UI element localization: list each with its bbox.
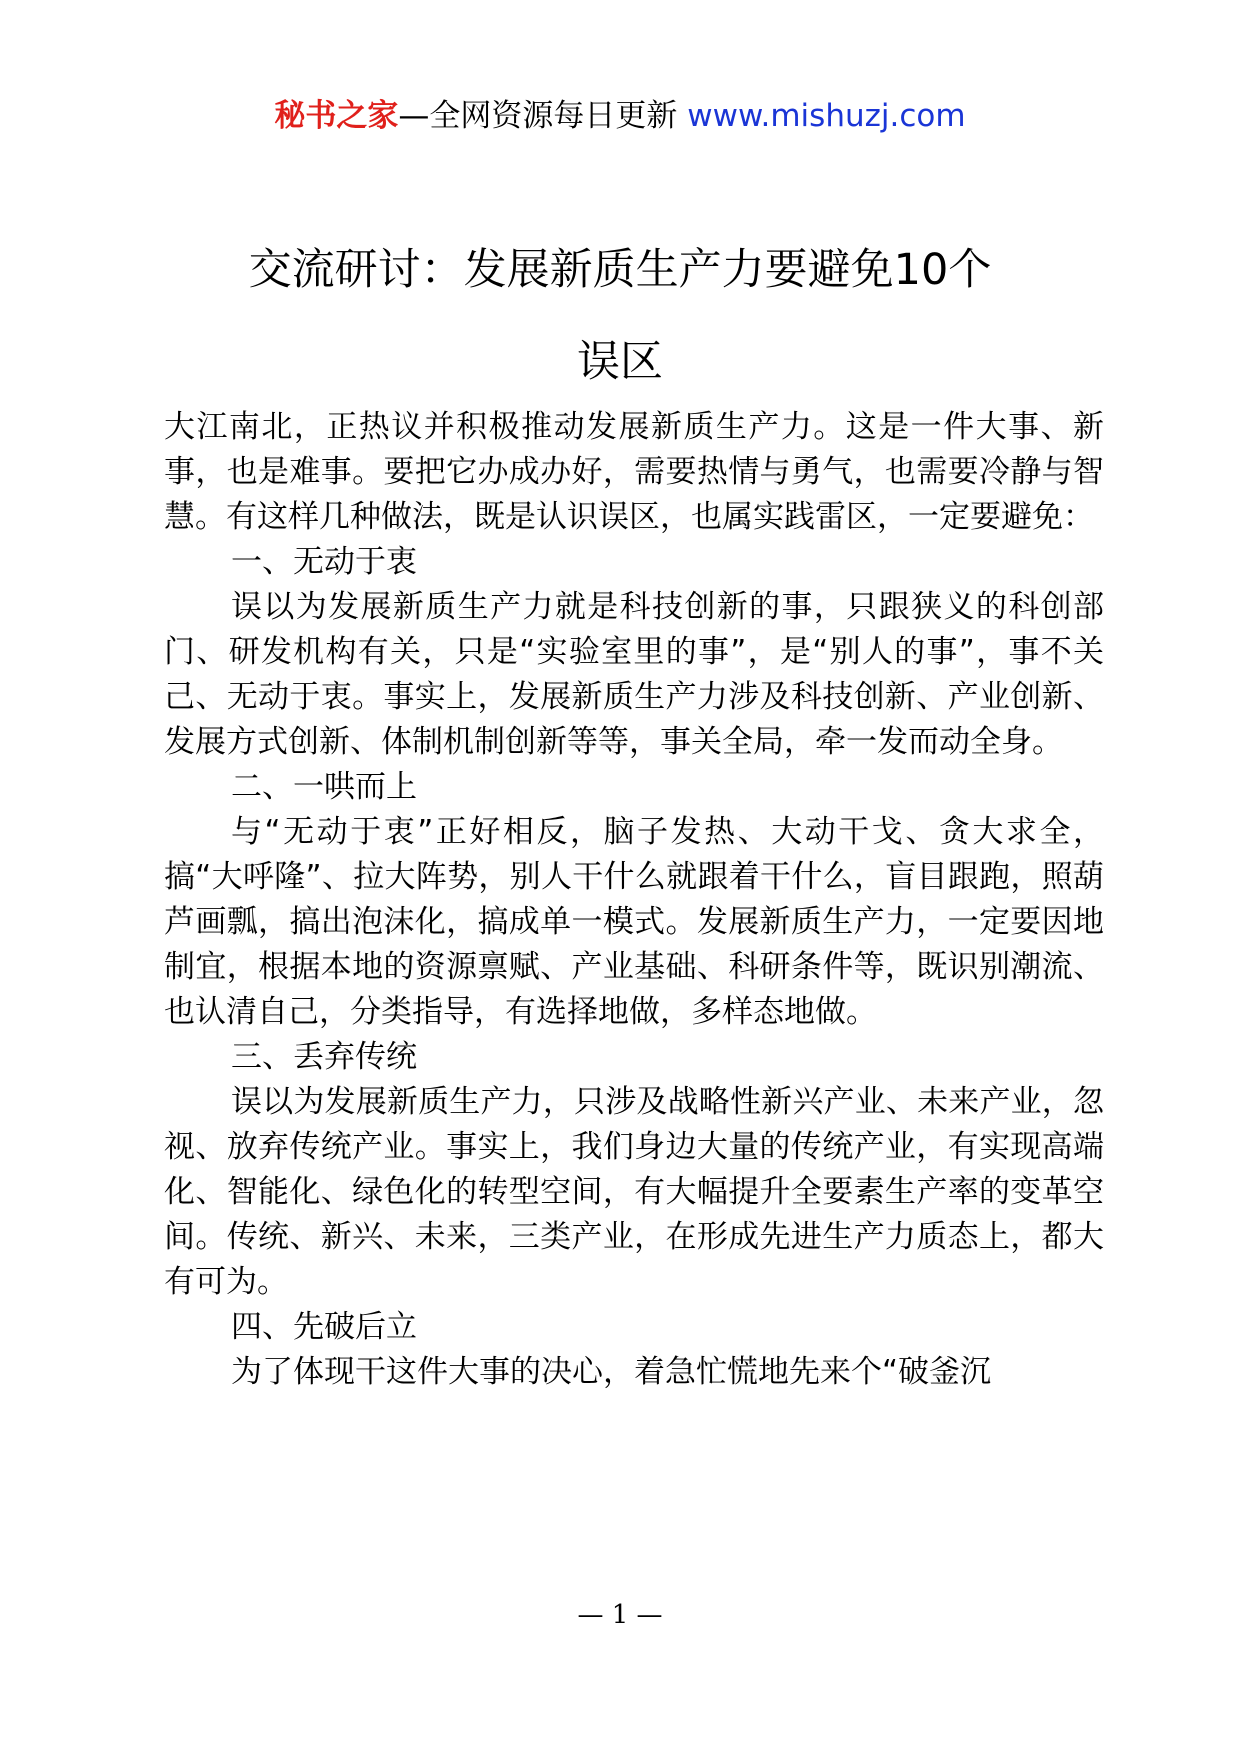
section-paragraph: 与“无动于衷”正好相反，脑子发热、大动干戈、贪大求全，搞“大呼隆”、拉大阵势，别人干什么就跟着干什么，盲目跟跑，照葫芦画瓢，搞出泡沫化，搞成单一模式。发展新质生产力，一定要因地制宜，根据本地的资源禀赋、产业基础、科研条件等，既识别潮流、也认清自己，分类指导，有选择地做，多样态地做。 xyxy=(164,814,1104,1030)
section-heading: 一、无动于衷 xyxy=(231,544,417,580)
intro-paragraph: 大江南北，正热议并积极推动发展新质生产力。这是一件大事、新事，也是难事。要把它办成办好，需要热情与勇气，也需要冷静与智慧。有这样几种做法，既是认识误区，也属实践雷区，一定要避免： xyxy=(164,409,1104,535)
header-tagline: —全网资源每日更新 xyxy=(398,98,688,134)
section-paragraph: 误以为发展新质生产力就是科技创新的事，只跟狭义的科创部门、研发机构有关，只是“实验室里的事”，是“别人的事”，事不关己、无动于衷。事实上，发展新质生产力涉及科技创新、产业创新、发展方式创新、体制机制创新等等，事关全局，牵一发而动全身。 xyxy=(164,589,1104,760)
section-heading: 三、丢弃传统 xyxy=(231,1039,417,1075)
section-paragraph: 误以为发展新质生产力，只涉及战略性新兴产业、未来产业，忽视、放弃传统产业。事实上，我们身边大量的传统产业，有实现高端化、智能化、绿色化的转型空间，有大幅提升全要素生产率的变革空间。传统、新兴、未来，三类产业，在形成先进生产力质态上，都大有可为。 xyxy=(164,1084,1104,1300)
title-line-2: 误区 xyxy=(577,337,663,387)
document-body xyxy=(164,405,1104,1395)
section-paragraph: 为了体现干这件大事的决心，着急忙慌地先来个“破釜沉 xyxy=(231,1354,992,1390)
document-title xyxy=(0,240,1240,424)
page-number: — 1 — xyxy=(577,1600,663,1630)
site-header xyxy=(0,96,1240,136)
section-heading: 二、一哄而上 xyxy=(231,769,417,805)
section-heading: 四、先破后立 xyxy=(231,1309,417,1345)
title-line-1: 交流研讨：发展新质生产力要避免10个 xyxy=(248,245,992,295)
brand-name: 秘书之家 xyxy=(274,98,399,134)
site-url-link[interactable]: www.mishuzj.com xyxy=(687,98,966,134)
